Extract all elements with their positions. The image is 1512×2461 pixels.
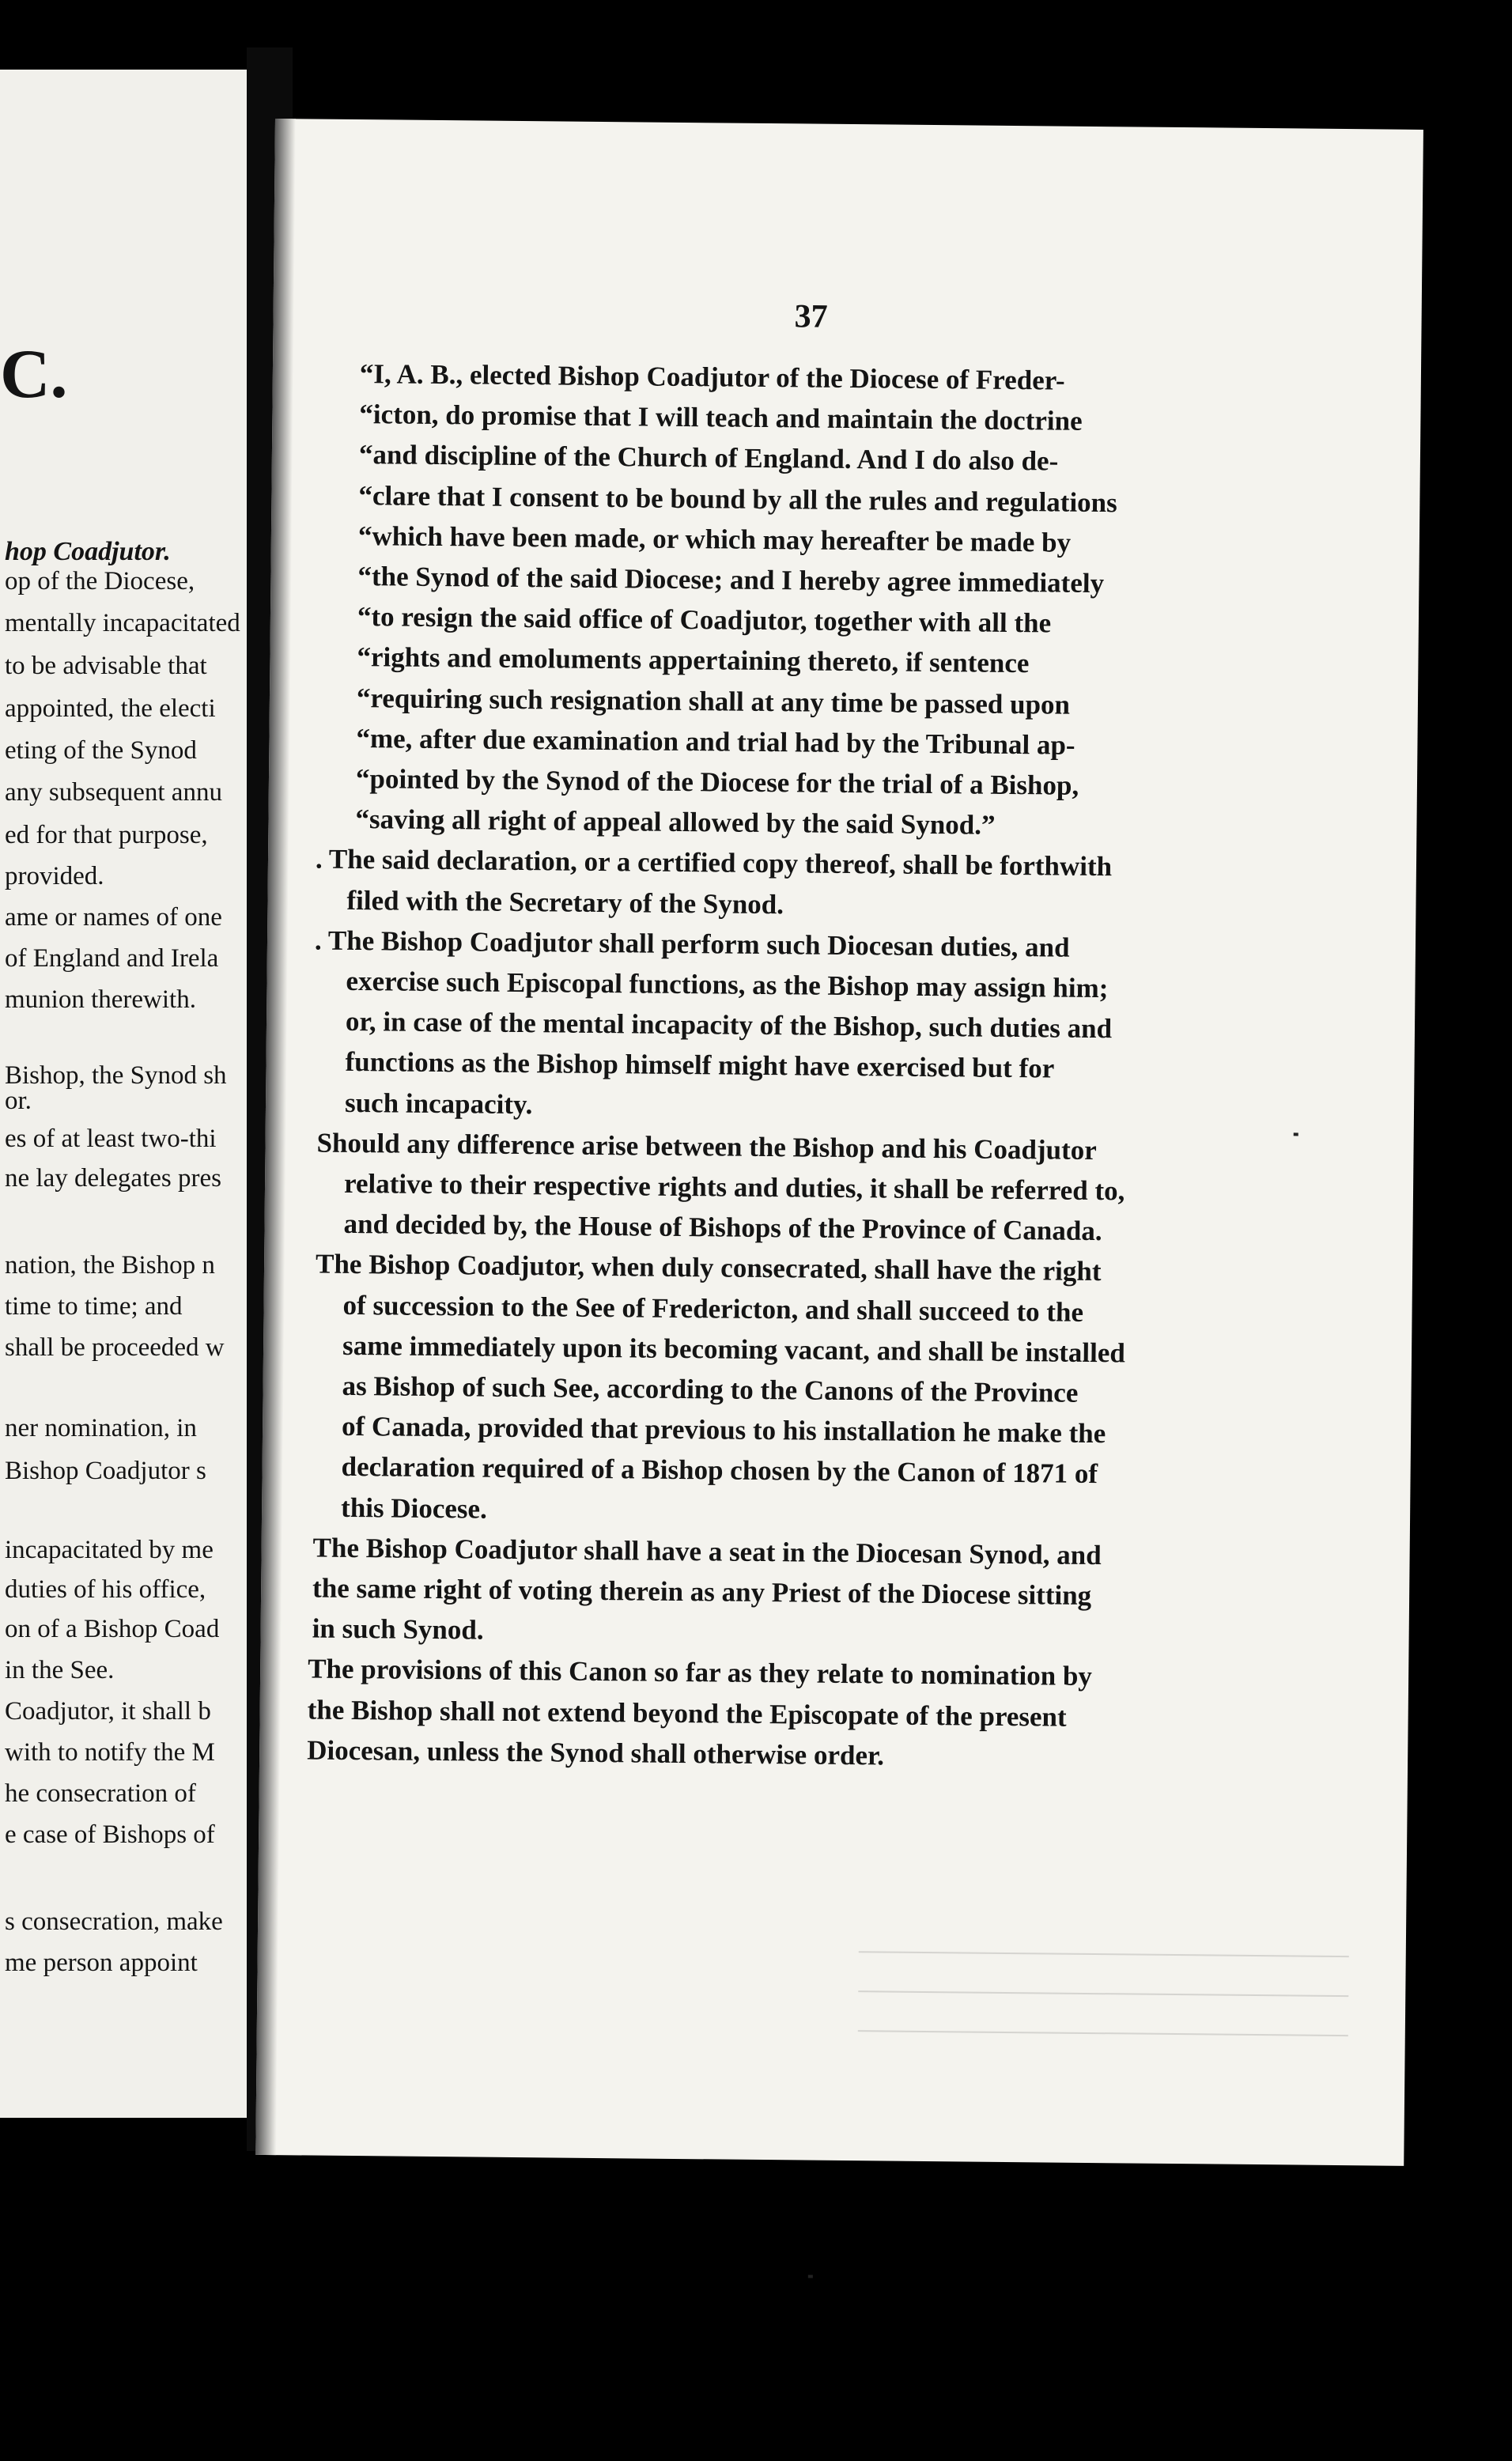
text-line: The provisions of this Canon so far as they relate to nomination by (307, 1653, 1093, 1692)
text-line: in such Synod. (312, 1612, 484, 1646)
text-line: such incapacity. (344, 1087, 533, 1120)
page-number: 37 (794, 298, 828, 335)
text-line: “I, A. B., elected Bishop Coadjutor of the Diocese of Freder- (359, 358, 1065, 396)
text-line: relative to their respective rights and duties, it shall be referred to, (343, 1167, 1125, 1207)
left-page-line: time to time; and (5, 1292, 183, 1321)
text-line: “me, after due examination and trial had by the Tribunal ap- (356, 722, 1075, 761)
text-line: this Diocese. (340, 1491, 488, 1525)
text-line: . The said declaration, or a certified copy thereof, shall be forthwith (315, 843, 1113, 883)
text-line: “and discipline of the Church of England. And I do also de- (358, 439, 1059, 477)
text-line: of Canada, provided that previous to his installation he make the (341, 1411, 1106, 1450)
left-page-line: es of at least two-thi (5, 1125, 217, 1153)
paper-speck (808, 2275, 813, 2278)
text-line: or, in case of the mental incapacity of the Bishop, such duties and (345, 1006, 1113, 1045)
text-line: “which have been made, or which may hereafter be made by (357, 520, 1072, 558)
show-through-text (859, 1951, 1349, 1957)
left-page-line: on of a Bishop Coad (5, 1615, 220, 1643)
left-page-line: duties of his office, (5, 1575, 206, 1604)
text-line: “rights and emoluments appertaining thereto, if sentence (357, 641, 1030, 679)
left-page-line: eting of the Synod (5, 736, 197, 765)
text-line: The Bishop Coadjutor, when duly consecrated, shall have the right (315, 1248, 1102, 1287)
text-line: Should any difference arise between the Bishop and his Coadjutor (316, 1127, 1097, 1166)
text-line: . The Bishop Coadjutor shall perform such Diocesan duties, and (314, 924, 1070, 963)
text-line: Diocesan, unless the Synod shall otherwise order. (307, 1734, 885, 1771)
text-line: the same right of voting therein as any Priest of the Diocese sitting (312, 1572, 1092, 1611)
text-line: “to resign the said office of Coadjutor, together with all the (357, 601, 1052, 639)
left-page-line: s consecration, make (5, 1907, 223, 1936)
left-page-line: munion therewith. (5, 985, 196, 1014)
canon-text (273, 356, 1421, 1771)
left-facing-page (0, 70, 247, 2118)
left-page-line: he consecration of (5, 1779, 196, 1808)
left-page-line: of England and Irela (5, 944, 219, 973)
paper-speck (1294, 1132, 1298, 1136)
left-page-line: in the See. (5, 1656, 115, 1684)
left-page-line: appointed, the electi (5, 694, 216, 723)
left-page-line: with to notify the M (5, 1738, 215, 1767)
left-page-line: me person appoint (5, 1949, 198, 1977)
left-page-line: Bishop, the Synod sh (5, 1061, 227, 1090)
left-page-line: Bishop Coadjutor s (5, 1457, 206, 1485)
text-line: same immediately upon its becoming vacant, and shall be installed (342, 1329, 1126, 1369)
text-line: “clare that I consent to be bound by all the rules and regulations (358, 479, 1117, 518)
left-page-line: op of the Diocese, (5, 567, 195, 595)
text-line: “saving all right of appeal allowed by the said Synod.” (355, 803, 996, 841)
left-page-line: ame or names of one (5, 903, 222, 932)
text-line: and decided by, the House of Bishops of the Province of Canada. (343, 1208, 1102, 1247)
left-page-line: mentally incapacitated (5, 609, 240, 637)
left-page-line: provided. (5, 862, 104, 890)
left-page-line: any subsequent annu (5, 778, 222, 807)
left-page-subheading: hop Coadjutor. (5, 537, 171, 566)
left-page-line: ne lay delegates pres (5, 1164, 221, 1193)
text-line: functions as the Bishop himself might have exercised but for (345, 1046, 1055, 1084)
text-line: “icton, do promise that I will teach and maintain the doctrine (359, 399, 1083, 437)
text-line: the Bishop shall not extend beyond the Episcopate of the present (307, 1694, 1067, 1733)
left-page-line: Coadjutor, it shall b (5, 1697, 211, 1726)
text-line: exercise such Episcopal functions, as the Bishop may assign him; (346, 965, 1109, 1004)
show-through-text (858, 2030, 1348, 2036)
left-page-heading: C. (0, 336, 68, 413)
left-page-line: to be advisable that (5, 652, 207, 680)
text-line: The Bishop Coadjutor shall have a seat in the Diocesan Synod, and (312, 1532, 1102, 1571)
left-page-line: nation, the Bishop n (5, 1251, 215, 1280)
left-page-line: shall be proceeded w (5, 1333, 225, 1362)
left-page-line: or. (5, 1087, 32, 1115)
text-line: declaration required of a Bishop chosen by the Canon of 1871 of (341, 1451, 1098, 1490)
left-page-line: ner nomination, in (5, 1414, 197, 1442)
text-line: “requiring such resignation shall at any time be passed upon (356, 682, 1071, 720)
text-line: “the Synod of the said Diocese; and I hereby agree immediately (357, 561, 1105, 599)
text-line: as Bishop of such See, according to the Canons of the Province (342, 1370, 1079, 1408)
left-page-line: incapacitated by me (5, 1536, 214, 1564)
text-line: filed with the Secretary of the Synod. (346, 884, 784, 920)
left-page-line: ed for that purpose, (5, 821, 208, 849)
right-page (255, 119, 1423, 2166)
text-line: “pointed by the Synod of the Diocese for the trial of a Bishop, (355, 763, 1079, 801)
show-through-text (858, 1990, 1348, 1997)
text-line: of succession to the See of Fredericton, and shall succeed to the (342, 1289, 1084, 1328)
left-page-line: e case of Bishops of (5, 1820, 215, 1849)
